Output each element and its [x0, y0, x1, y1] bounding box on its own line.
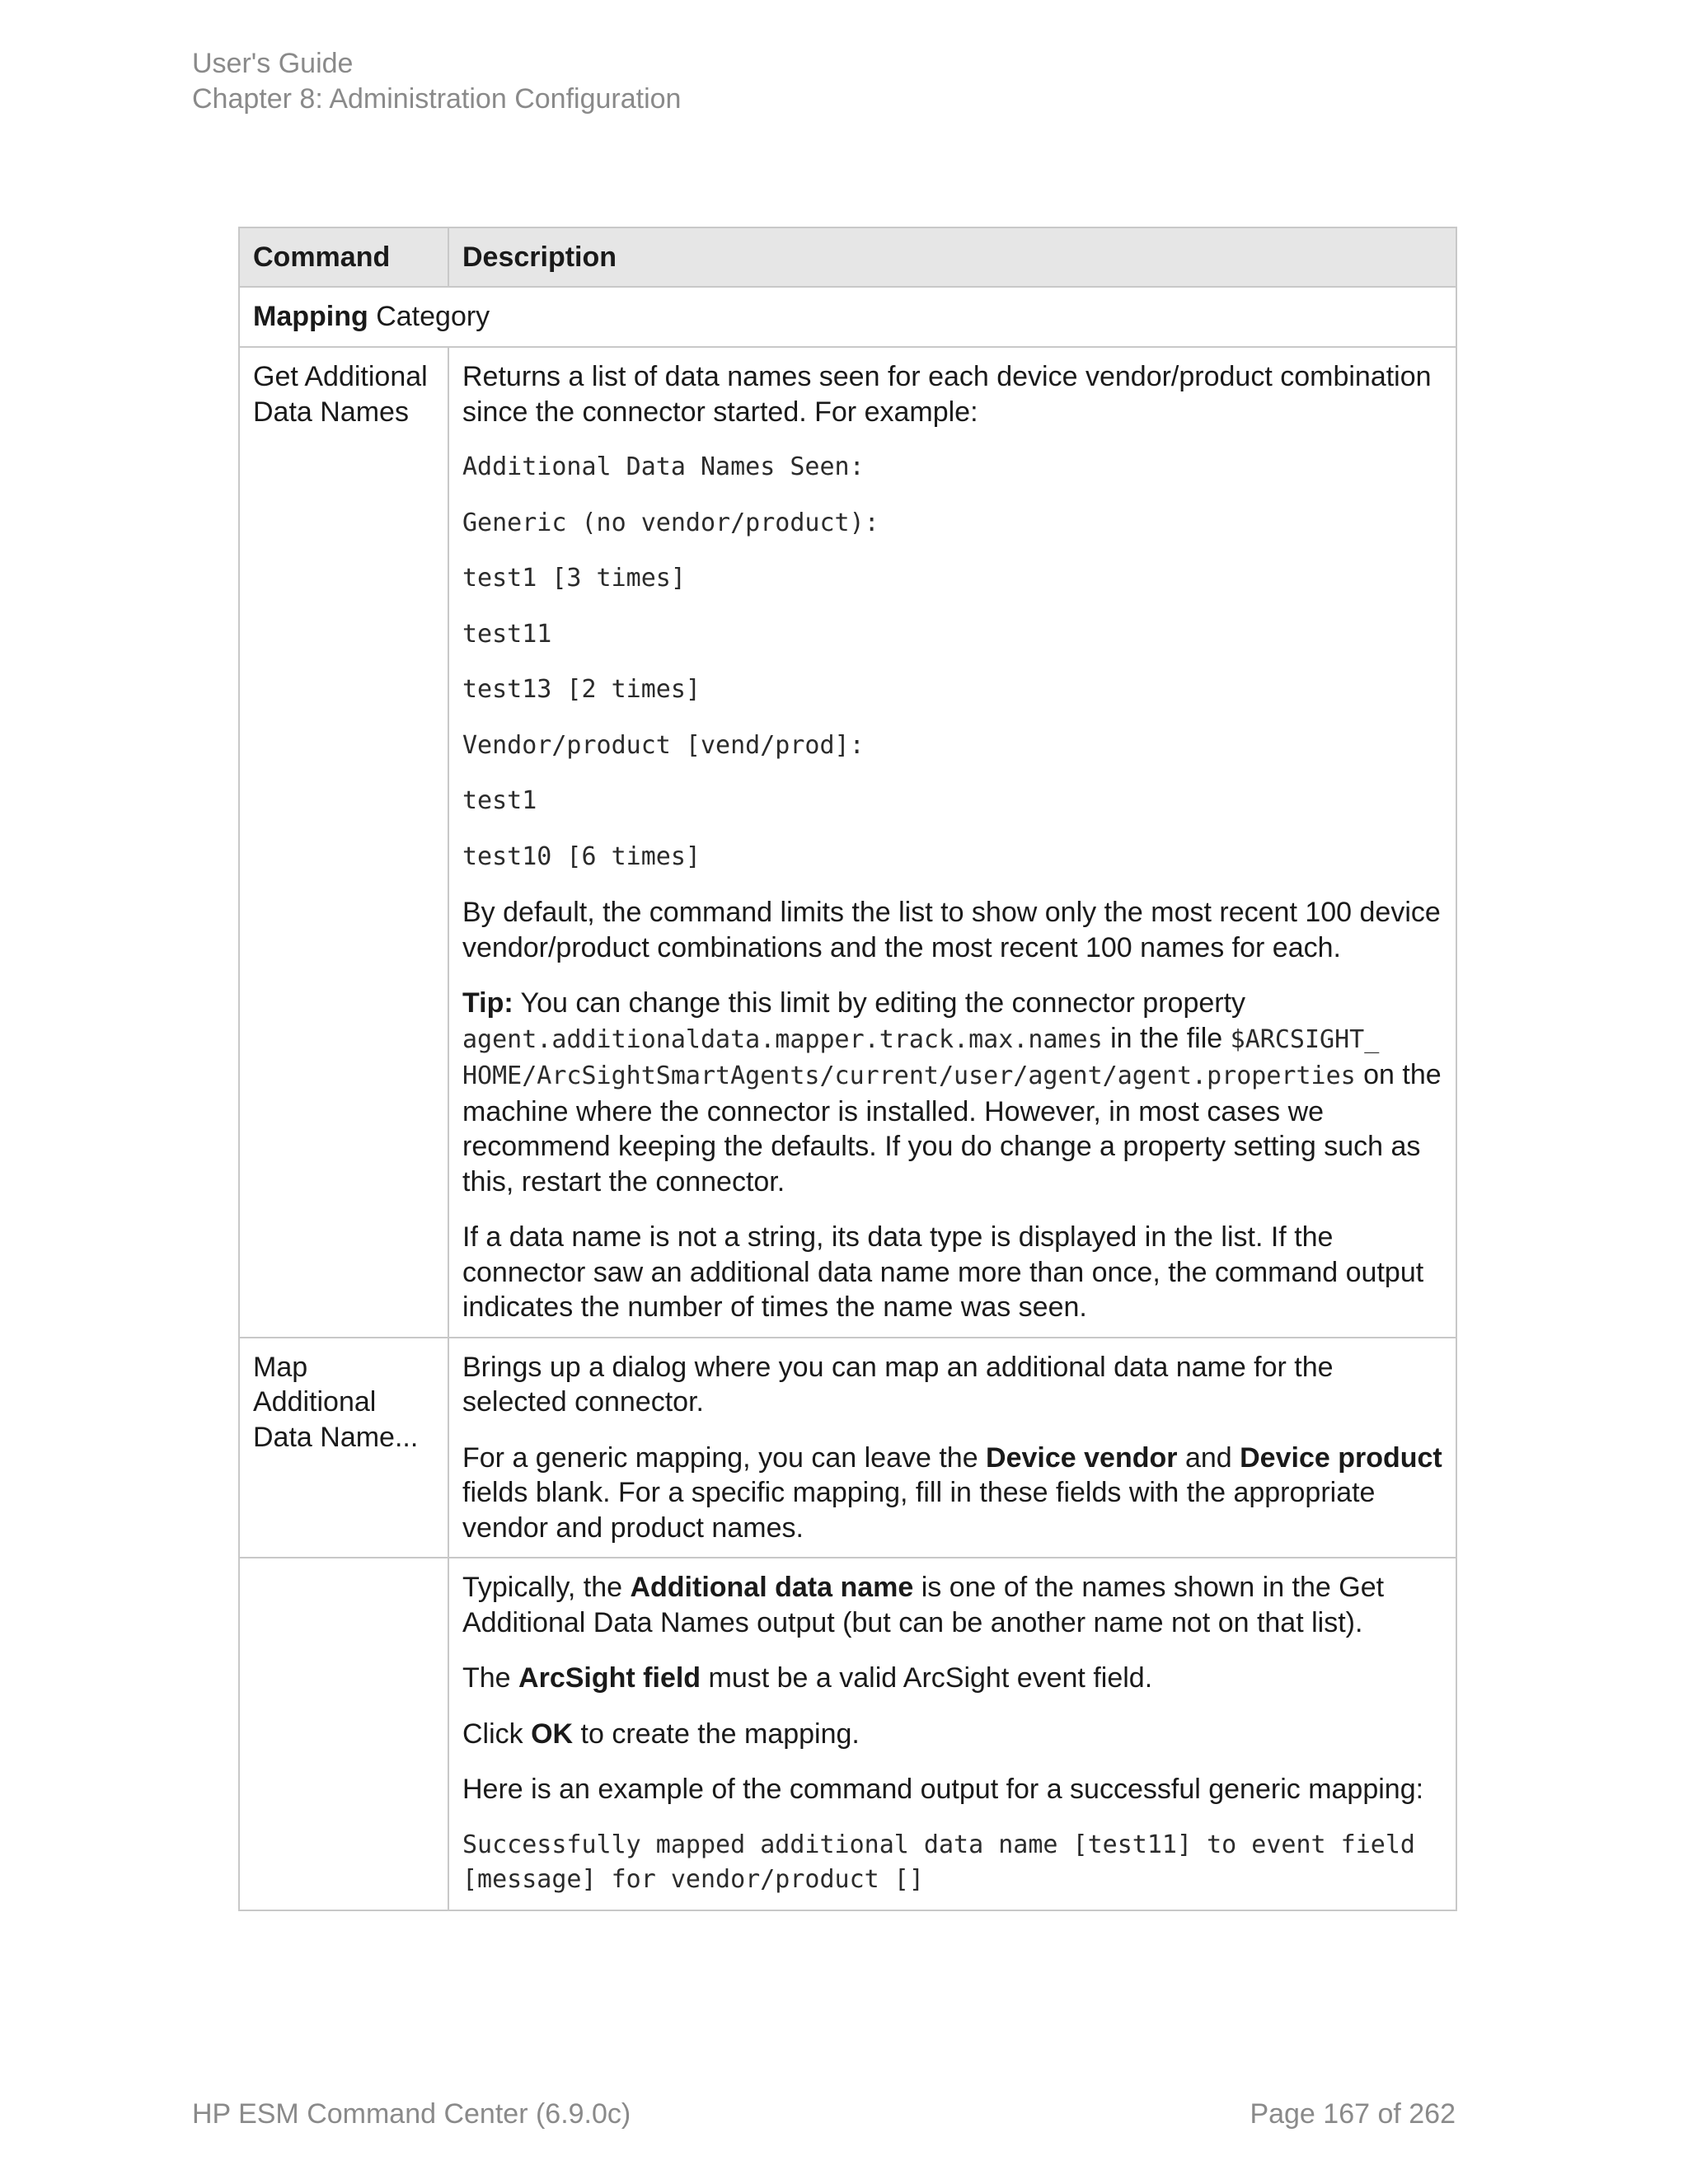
category-cell [239, 287, 1456, 347]
code-line: Vendor/product [vend/prod]: [462, 730, 865, 760]
table-header-row [239, 227, 1456, 287]
footer-product: HP ESM Command Center (6.9.0c) [192, 2098, 631, 2130]
command-cell-get-additional-data-names: Get Additional Data Names [239, 347, 448, 1338]
text-run: to create the mapping. [573, 1718, 860, 1750]
category-name: Mapping [253, 301, 368, 332]
text-run: fields blank. For a specific mapping, fill in these fields with the appropriate vendor and product names. [462, 1477, 1376, 1544]
tip-text: on the machine where the connector is installed. However, in most cases we recommend keeping the defaults. If you do change a property setting such as this, restart the connector. [462, 1059, 1442, 1197]
code-line: test13 [2 times] [462, 675, 701, 704]
typical-name-note [462, 1570, 1442, 1640]
additional-data-name-label: Additional data name [630, 1572, 914, 1603]
default-limit-note: By default, the command limits the list to show only the most recent 100 device vendor/product combinations and the most recent 100 names for each. [462, 897, 1441, 963]
command-cell-empty [239, 1558, 448, 1910]
code-line: Additional Data Names Seen: [462, 452, 865, 481]
table-row [239, 347, 1456, 1338]
category-suffix: Category [368, 301, 490, 332]
text-run: Typically, the [462, 1572, 631, 1603]
guide-title: User's Guide [192, 48, 354, 79]
running-header [192, 46, 681, 117]
device-vendor-label: Device vendor [986, 1441, 1178, 1474]
example-intro: Here is an example of the command output for a successful generic mapping: [462, 1774, 1424, 1805]
text-run: Click [462, 1718, 532, 1750]
category-row [239, 287, 1456, 347]
code-line: test1 [462, 786, 537, 815]
arcsight-field-note [462, 1661, 1442, 1696]
footer-page-number: Page 167 of 262 [1250, 2098, 1456, 2130]
description-cell [448, 1338, 1456, 1558]
chapter-title: Chapter 8: Administration Configuration [192, 83, 682, 115]
ok-label: OK [531, 1718, 574, 1750]
text-run: For a generic mapping, you can leave the [462, 1441, 987, 1474]
code-line: test11 [462, 619, 552, 649]
text-run: The [462, 1662, 519, 1694]
code-line: test10 [6 times] [462, 841, 701, 871]
generic-mapping-note [462, 1441, 1442, 1546]
example-output: Successfully mapped additional data name [test11] to event field [message] for vendor/product [] [462, 1830, 1415, 1894]
description-cell [448, 1558, 1456, 1910]
command-table [238, 227, 1457, 1911]
click-ok-note [462, 1717, 1442, 1752]
code-line: test1 [3 times] [462, 564, 686, 593]
description-intro: Brings up a dialog where you can map an additional data name for the selected connector. [462, 1351, 1334, 1418]
arcsight-field-label: ArcSight field [518, 1662, 701, 1694]
description-cell [448, 347, 1456, 1338]
column-header-command: Command [239, 227, 448, 287]
text-run: must be a valid ArcSight event field. [701, 1662, 1153, 1694]
tip-text: in the file [1102, 1022, 1231, 1054]
device-product-label: Device product [1240, 1441, 1442, 1474]
column-header-description: Description [448, 227, 1456, 287]
tip-label: Tip: [462, 987, 513, 1019]
text-run: is one of the names shown in the Get Additional Data Names output (but can be another name not on that list). [462, 1572, 1385, 1638]
table-row [239, 1338, 1456, 1558]
tip-paragraph [462, 986, 1442, 1199]
description-intro: Returns a list of data names seen for each device vendor/product combination since the connector started. For example: [462, 361, 1432, 428]
data-type-note: If a data name is not a string, its data type is displayed in the list. If the connector saw an additional data name more than once, the command output indicates the number of times the name was seen. [462, 1221, 1424, 1323]
property-name: agent.additionaldata.mapper.track.max.names [462, 1024, 1103, 1054]
table-row [239, 1558, 1456, 1910]
file-path: $ARCSIGHT_ HOME/ArcSightSmartAgents/current/user/agent/agent.properties [462, 1024, 1380, 1090]
text-run: and [1177, 1441, 1240, 1474]
tip-text: You can change this limit by editing the connector property [513, 987, 1246, 1019]
command-cell-map-additional-data-name: Map Additional Data Name... [239, 1338, 448, 1558]
code-line: Generic (no vendor/product): [462, 508, 879, 537]
